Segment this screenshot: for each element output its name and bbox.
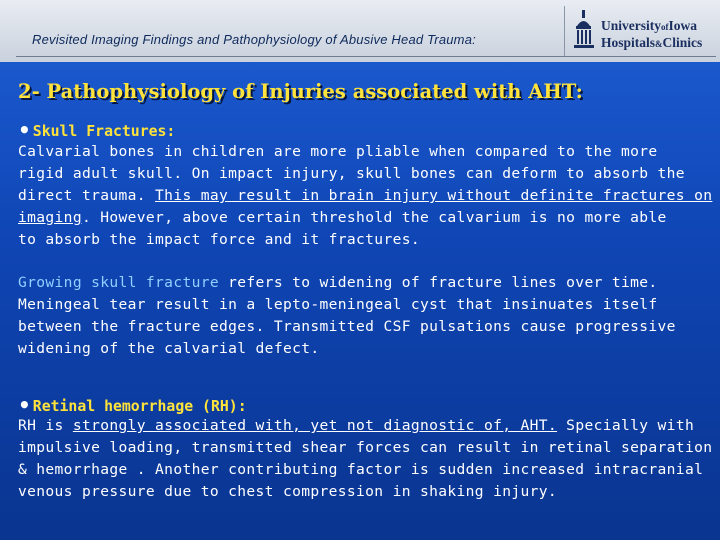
bullet-icon: • <box>18 118 31 142</box>
skull-fractures-paragraph: Calvarial bones in children are more pliable when compared to the more rigid adult skull. On impact injury, skull bones can deform to absorb the direct trauma. This may result in brain injury without definite fractures on imaging. However, above certain threshold the calvarium is no more able to absorb the impact force and it fractures. <box>18 143 713 248</box>
header-title: Revisited Imaging Findings and Pathophysiology of Abusive Head Trauma: <box>32 32 476 47</box>
old-capitol-icon <box>571 8 597 54</box>
growing-skull-fracture-paragraph: Growing skull fracture refers to widening of fracture lines over time. Meningeal tear result in a lepto-meningeal cyst that insinuates itself between the fracture edges. Transmitted CSF pulsations cause progressive widening of the calvarial defect. <box>18 274 676 357</box>
slide-title: 2- Pathophysiology of Injuries associated with AHT: <box>18 80 583 103</box>
retinal-hemorrhage-heading: • Retinal hemorrhage (RH): <box>18 393 247 417</box>
logo-text-line2: Hospitals&Clinics <box>601 35 703 50</box>
skull-fractures-heading: • Skull Fractures: <box>18 118 176 142</box>
retinal-hemorrhage-paragraph: RH is strongly associated with, yet not diagnostic of, AHT. Specially with impulsive loading, transmitted shear forces can result in retinal separation & hemorrhage . Another contributing factor is sudden increased intracranial venous pressure due to chest compression in shaking injury. <box>18 417 713 500</box>
bullet-icon: • <box>18 393 31 417</box>
growing-skull-fracture-term: Growing skull fracture <box>18 274 219 291</box>
logo-text-line1: UniversityofIowa <box>601 18 698 33</box>
header-divider <box>16 56 716 57</box>
university-logo <box>564 6 713 56</box>
